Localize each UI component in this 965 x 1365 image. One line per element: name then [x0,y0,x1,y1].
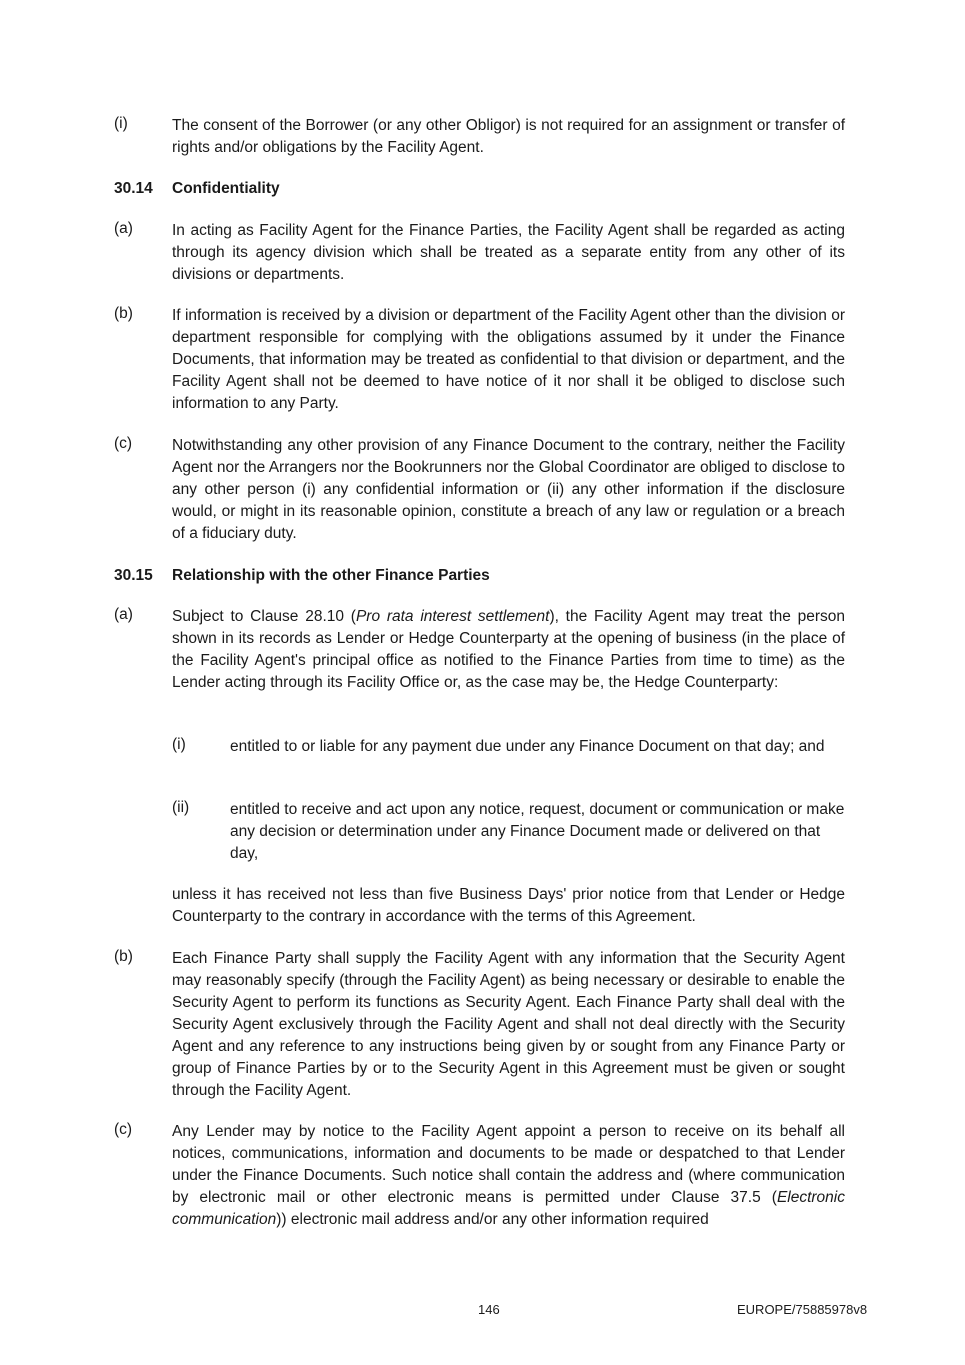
subparagraph-text: entitled to receive and act upon any notice, request, document or communication or make any decision or determination under any Finance Document made or delivered on that day, [230,801,845,862]
paragraph-text: Notwithstanding any other provision of any Finance Document to the contrary, neither the Facility Agent nor the Arrangers nor the Bookrunners nor the Global Coordinator are obliged to disclose to any other person (i) any confidential information or (ii) any other information if the disclosure would, or might in its reasonable opinion, constitute a breach of any law or regulation or a breach of a fiduciary duty. [172,437,845,542]
paragraph-30-15-a [114,606,845,716]
paragraph-label: (b) [114,305,133,322]
paragraph-text [172,1121,845,1231]
subparagraph-ii [172,799,848,865]
paragraph-label: (b) [114,948,133,965]
clause-reference: Electronic communication [172,1189,845,1228]
document-reference: EUROPE/75885978v8 [737,1302,868,1317]
paragraph-30-14-c [114,435,845,545]
subparagraph-label: (i) [172,736,186,753]
clause-i [114,115,845,161]
text-segment: )) electronic mail address and/or any other information required [276,1211,709,1228]
paragraph-30-15-c [114,1121,845,1231]
paragraph-30-14-b [114,305,845,415]
section-heading-30-14 [114,178,280,200]
subparagraph-i [172,736,848,780]
text-segment: Subject to Clause 28.10 ( [172,608,356,625]
page-number: 146 [478,1302,500,1317]
clause-text: The consent of the Borrower (or any other Obligor) is not required for an assignment or transfer of rights and/or obligations by the Facility Agent. [172,117,845,156]
text-segment: Any Lender may by notice to the Facility Agent appoint a person to receive on its behalf all notices, communications, information and documents to be made or despatched to that Lender under the Finance Documents. Such notice shall contain the address and (where communication by electronic mail or other electronic means is permitted under Clause 37.5 ( [172,1123,845,1206]
paragraph-label: (c) [114,1121,133,1138]
paragraph-label: (a) [114,606,133,623]
paragraph-label: (a) [114,220,133,237]
subparagraph-text: entitled to or liable for any payment due under any Finance Document on that day; and [230,738,825,755]
paragraph-30-14-a [114,220,845,286]
paragraph-text: If information is received by a division or department of the Facility Agent other than the division or department responsible for complying with the obligations assumed by it under the Finance Documents, that information may be treated as confidential to that division or department, and the Facility Agent shall not be deemed to have notice of it nor shall it be obliged to disclose such information to any Party. [172,307,845,412]
section-number: 30.15 [114,567,153,584]
paragraph-text [172,606,845,694]
text-segment: ), the Facility Agent may treat the person shown in its records as Lender or Hedge Counterparty at the opening of business (in the place of the Facility Agent's principal office as notified to the Finance Parties from time to time) as the Lender acting through its Facility Office or, as the case may be, the Hedge Counterparty: [172,608,845,691]
paragraph-label: (c) [114,435,133,452]
section-title: Relationship with the other Finance Parties [172,567,490,584]
paragraph-text: Each Finance Party shall supply the Facility Agent with any information that the Security Agent may reasonably specify (through the Facility Agent) as being necessary or desirable to enable the Security Agent to perform its functions as Security Agent. Each Finance Party shall deal with the Security Agent exclusively through the Facility Agent and shall not deal directly with the Security Agent and any reference to any instructions being given by or sought from any Finance Party or group of Finance Parties by or to the Security Agent in this Agreement must be given or sought through the Facility Agent. [172,950,845,1099]
paragraph-30-15-b [114,948,845,1102]
section-title: Confidentiality [172,180,280,197]
section-heading-30-15 [114,565,490,587]
clause-reference: Pro rata interest settlement [355,608,550,625]
subparagraph-label: (ii) [172,799,190,816]
section-number: 30.14 [114,180,153,197]
clause-label: (i) [114,115,128,132]
paragraph-tail: unless it has received not less than five Business Days' prior notice from that Lender or Hedge Counterparty to the contrary in accordance with the terms of this Agreement. [172,886,845,925]
paragraph-text: In acting as Facility Agent for the Finance Parties, the Facility Agent shall be regarded as acting through its agency division which shall be treated as a separate entity from any other of its divisions or departments. [172,222,845,283]
